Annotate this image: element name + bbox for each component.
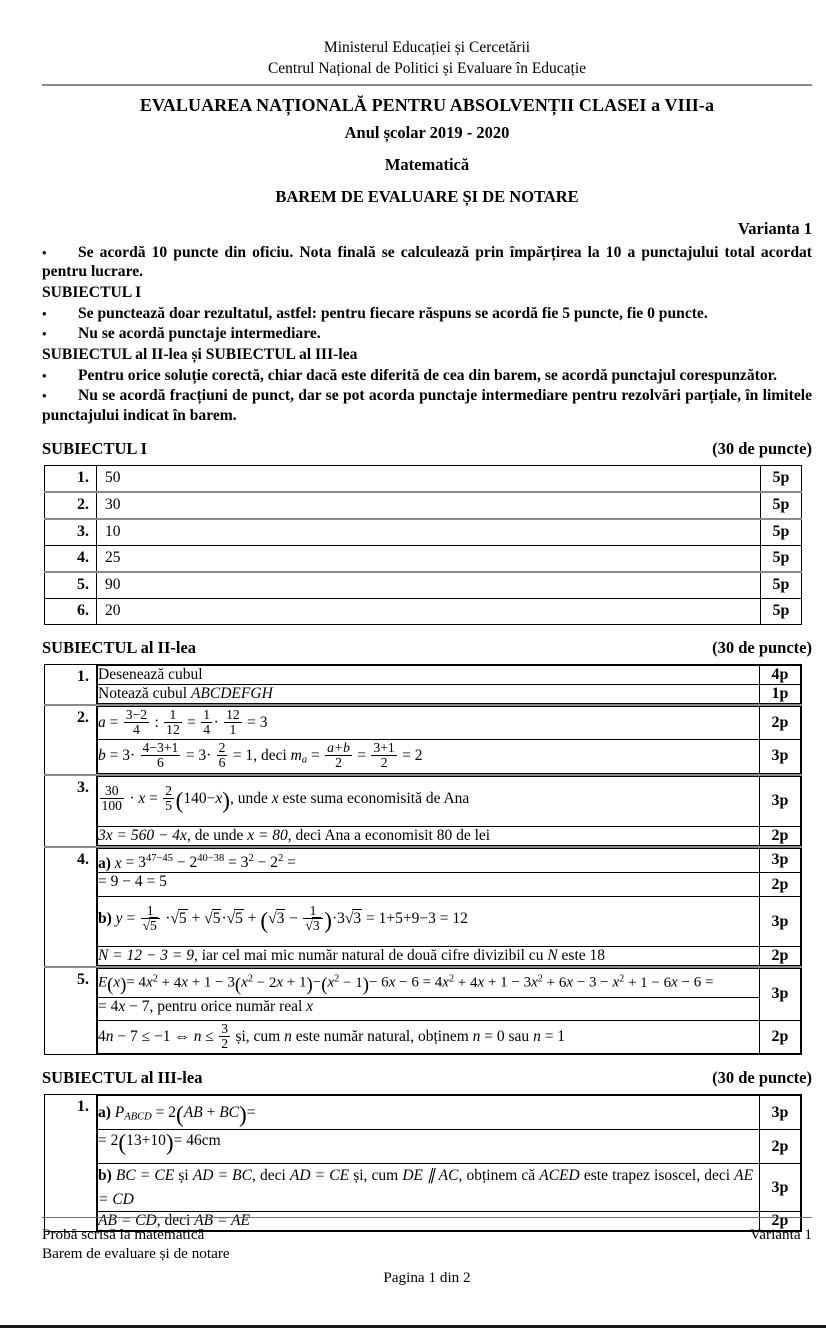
- table-row-item-1: [45, 664, 802, 705]
- sub-row: [98, 706, 801, 740]
- instruction-oficiu-text: Se acordă 10 puncte din oficiu. Nota finală se calculează prin împărțirea la 10 a punctajului total acordat pentru lucrare.: [42, 243, 812, 281]
- section-header-subiectul-2: [42, 638, 812, 658]
- sub-row: [98, 897, 801, 947]
- connector-text: și, cum: [235, 1027, 281, 1045]
- subitem-label: b): [98, 910, 112, 928]
- variant-label: Varianta 1: [737, 218, 812, 238]
- connector-text: , obținem că: [458, 1167, 536, 1185]
- row-points: 5p: [761, 519, 802, 546]
- section-title: SUBIECTUL I: [42, 438, 148, 458]
- instructions-subiect-23-head: SUBIECTUL al II-lea și SUBIECTUL al III-lea: [42, 346, 358, 364]
- row-number: 2.: [45, 492, 97, 519]
- row-points: 5p: [761, 465, 802, 492]
- ministry-line-2: Centrul Național de Politici și Evaluare în Educație: [267, 59, 587, 77]
- solution-line: $E(x)= 4x^2 + 4x + 1 - 3(x^2 - 2x + 1)-(x^2 - 1)- 6x - 6 = 4x^2 + 4x + 1 - 3x^2 + 6x - 3 - x^2 + 1 - 6x - 6$ =: [98, 969, 760, 998]
- line-points: 3p: [760, 1096, 801, 1130]
- solution-line: 4n − 7 ≤ −1 ⇔ n ≤ $\frac{3}{2}$ și, cum n este număr natural, obținem n = 0 sau n = 1: [98, 1020, 760, 1054]
- row-number: 4.: [45, 545, 97, 572]
- cube-label: ABCDEFGH: [190, 684, 273, 702]
- table-row-item-2: [45, 705, 802, 775]
- row-points: 5p: [761, 492, 802, 519]
- row-number: 1.: [45, 664, 97, 705]
- row-number: 3.: [45, 775, 97, 847]
- row-answer: 25: [97, 545, 761, 572]
- header-divider: [42, 84, 812, 86]
- row-content: [97, 967, 802, 1055]
- solution-line: N = 12 − 3 = 9, iar cel mai mic număr natural de două cifre divizibil cu N este 18: [98, 947, 760, 966]
- table-row: [45, 598, 802, 624]
- footer-doc-label: Barem de evaluare și de notare: [42, 1244, 230, 1262]
- row-number: 5.: [45, 967, 97, 1055]
- solution-line: [98, 826, 760, 845]
- instructions-subiect-1-head: SUBIECTUL I: [42, 284, 142, 302]
- line-points: 2p: [760, 1211, 801, 1230]
- row-number: 6.: [45, 598, 97, 624]
- connector-text: , de unde: [186, 826, 244, 844]
- bullet-icon: [42, 324, 78, 344]
- bullet-icon: [42, 386, 78, 406]
- deci-text: , deci: [253, 747, 287, 765]
- conclusion-text: este 18: [561, 947, 606, 965]
- row-number: 1.: [45, 465, 97, 492]
- sub-row: [98, 826, 801, 845]
- table-row: [45, 572, 802, 599]
- line-points: 1p: [760, 684, 801, 703]
- bullet-icon: [42, 366, 78, 386]
- row-content: [97, 847, 802, 968]
- equation-part: N = 12 − 3 = 9: [98, 947, 194, 965]
- instruction-s1-a: [42, 304, 812, 324]
- sub-row: [98, 740, 801, 774]
- section-title: SUBIECTUL al III-lea: [42, 1068, 203, 1088]
- unde-text: , unde: [229, 789, 268, 807]
- solution-line: = 4x − 7, pentru orice număr real x: [98, 997, 760, 1020]
- sub-row: [98, 873, 801, 897]
- section-header-subiectul-1: [42, 439, 812, 459]
- solution-line: a = $\frac{3-2}{4}$ : $\frac{1}{12}$ = $\frac{1}{4}$ · $\frac{12}{1}$ = 3: [98, 706, 760, 740]
- document-type: BAREM DE EVALUARE ȘI DE NOTARE: [275, 186, 579, 206]
- table-row: [45, 545, 802, 572]
- table-row-item-1: [45, 1095, 802, 1232]
- document-page: [42, 0, 812, 1232]
- table-row-item-3: [45, 775, 802, 847]
- row-points: 5p: [761, 598, 802, 624]
- line-points: 2p: [760, 826, 801, 845]
- row-content: [97, 664, 802, 705]
- instruction-s1-a-text: Se punctează doar rezultatul, astfel: pentru fiecare răspuns se acordă fie 5 puncte, fie 0 puncte.: [78, 304, 708, 322]
- subitem-label: b): [98, 1167, 112, 1185]
- table-row: [45, 492, 802, 519]
- bullet-icon: [42, 243, 78, 263]
- figure-label: ACED: [539, 1167, 580, 1185]
- solution-line: = 9 − 4 = 5: [98, 873, 760, 897]
- solution-line: Desenează cubul: [98, 665, 760, 684]
- section-points: (30 de puncte): [712, 637, 812, 657]
- sau-text: sau: [508, 1027, 530, 1045]
- sub-row: [98, 1130, 801, 1164]
- line-tail-text: este suma economisită de Ana: [282, 789, 470, 807]
- subiectul-3-table: [44, 1094, 802, 1232]
- line-points: 3p: [760, 1164, 801, 1212]
- row-answer: 10: [97, 519, 761, 546]
- section-title: SUBIECTUL al II-lea: [42, 637, 197, 657]
- sub-row: [98, 947, 801, 966]
- row-number: 1.: [45, 1095, 97, 1232]
- footer-divider: [42, 1217, 812, 1218]
- row-number: 2.: [45, 705, 97, 775]
- line-points: 3p: [760, 740, 801, 774]
- conclusion-text: , deci Ana a economisit 80 de lei: [287, 826, 491, 844]
- sub-row: [98, 776, 801, 826]
- solution-line: b = 3· $\frac{4-3+1}{6}$ = 3· $\frac{2}{6}$ = 1, deci $m_a$ = $\frac{a+b}{2}$ = $\frac{3+1}{2}$ = 2: [98, 740, 760, 774]
- sub-row: [98, 665, 801, 684]
- sub-row: [98, 684, 801, 703]
- instruction-s1-b: [42, 324, 812, 344]
- instruction-s1-b-text: Nu se acordă punctaje intermediare.: [78, 325, 321, 343]
- solution-line: b) y = $\frac{1}{√5}$ ·√5 + √5·√5 + (√3 − $\frac{1}{√3}$ )·3√3 = 1+5+9−3 = 12: [98, 897, 760, 947]
- instruction-s23-b-text: Nu se acordă fracțiuni de punct, dar se pot acorda punctaje intermediare pentru rezolvări parțiale, în limitele punctajului indicat în barem.: [42, 387, 812, 424]
- footer-top-row: [42, 1225, 812, 1245]
- line-points: 2p: [760, 947, 801, 966]
- subiectul-2-table: [44, 664, 802, 1056]
- sub-row: [98, 1020, 801, 1054]
- sub-row: [98, 997, 801, 1020]
- connector-text: , deci: [156, 1211, 191, 1229]
- ministry-line-1: Ministerul Educației și Cercetării: [323, 39, 531, 56]
- page-footer: [42, 1217, 812, 1287]
- line-points: 2p: [760, 706, 801, 740]
- line-tail-text: , pentru orice număr real: [149, 997, 303, 1015]
- row-number: 4.: [45, 847, 97, 968]
- line-points: 3p: [760, 969, 801, 1021]
- table-row: [45, 465, 802, 492]
- instruction-s23-a-text: Pentru orice soluție corectă, chiar dacă este diferită de cea din barem, se acordă punctajul corespunzător.: [78, 366, 778, 384]
- sub-row: [98, 1096, 801, 1130]
- row-points: 5p: [761, 545, 802, 572]
- bullet-icon: [42, 304, 78, 324]
- row-answer: 90: [97, 572, 761, 599]
- equation-part: BC = CE: [115, 1167, 175, 1185]
- equation-part: AD = CE: [289, 1167, 350, 1185]
- footer-exam-label: Probă scrisă la matematică: [42, 1226, 205, 1243]
- row-content: [97, 1095, 802, 1232]
- line-points: 4p: [760, 665, 801, 684]
- connector-text: , iar cel mai mic număr natural de două cifre divizibil cu: [193, 947, 544, 965]
- subject-name: Matematică: [384, 154, 470, 174]
- solution-line: a) $P_{ABCD} = 2(AB + BC)=$: [98, 1096, 760, 1130]
- connector-text: și, cum: [353, 1167, 399, 1185]
- sub-row: [98, 848, 801, 873]
- section-header-subiectul-3: [42, 1068, 812, 1088]
- row-content: [97, 705, 802, 775]
- table-row-item-4: [45, 847, 802, 968]
- equation-part: AB = AE: [194, 1211, 250, 1229]
- line-points: 2p: [760, 873, 801, 897]
- equation-part: AD = BC: [192, 1167, 252, 1185]
- connector-text-2: este număr natural, obținem: [295, 1027, 469, 1045]
- solution-line: $\frac{30}{100}$ · x = $\frac{2}{5}$ (140−x), unde x este suma economisită de Ana: [98, 776, 760, 826]
- line-points: 2p: [760, 1020, 801, 1054]
- footer-variant: Varianta 1: [750, 1226, 812, 1243]
- line-points: 3p: [760, 776, 801, 826]
- equation-part: DE ∥ AC: [402, 1167, 459, 1185]
- subitem-label: a): [98, 854, 111, 872]
- section-points: (30 de puncte): [712, 1068, 812, 1088]
- subitem-label: a): [98, 1104, 111, 1122]
- exam-title: EVALUAREA NAȚIONALĂ PENTRU ABSOLVENȚII CLASEI a VIII-a: [139, 94, 715, 115]
- equation-part: AB = CD: [98, 1211, 157, 1229]
- row-points: 5p: [761, 572, 802, 599]
- conclusion-text: este trapez isoscel, deci: [583, 1167, 731, 1185]
- instruction-s23-a: [42, 366, 812, 386]
- row-answer: 30: [97, 492, 761, 519]
- row-number: 5.: [45, 572, 97, 599]
- footer-page-number: Pagina 1 din 2: [383, 1268, 471, 1286]
- row-answer: 50: [97, 465, 761, 492]
- connector-text: , deci: [251, 1167, 286, 1185]
- row-answer: 20: [97, 598, 761, 624]
- sub-row: [98, 1164, 801, 1212]
- equation-part: x = 80: [247, 826, 288, 844]
- equation-part: AE = CD: [98, 1167, 754, 1208]
- institution-header: [42, 0, 812, 80]
- section-points: (30 de puncte): [712, 438, 812, 458]
- solution-text: Notează cubul: [98, 684, 188, 702]
- line-points: 3p: [760, 848, 801, 873]
- school-year: Anul școlar 2019 - 2020: [344, 122, 510, 142]
- title-block: [42, 95, 812, 207]
- instruction-s23-b: [42, 386, 812, 425]
- instruction-oficiu: [42, 243, 812, 282]
- subiectul-1-table: [44, 465, 802, 625]
- line-points: 3p: [760, 897, 801, 947]
- table-row: [45, 519, 802, 546]
- instructions-block: [42, 243, 812, 426]
- solution-line: a) $x = 3^{47-45} - 2^{40-38} = 3^2 - 2^2$ =: [98, 848, 760, 873]
- sub-row: [98, 969, 801, 998]
- line-points: 2p: [760, 1130, 801, 1164]
- row-number: 3.: [45, 519, 97, 546]
- row-content: [97, 775, 802, 847]
- connector-text: și: [178, 1167, 189, 1185]
- solution-line: [98, 1164, 760, 1212]
- solution-line: [98, 684, 760, 703]
- equation-part: 3x = 560 − 4x: [98, 826, 187, 844]
- table-row-item-5: [45, 967, 802, 1055]
- solution-line: = 2(13+10)= 46cm: [98, 1130, 760, 1164]
